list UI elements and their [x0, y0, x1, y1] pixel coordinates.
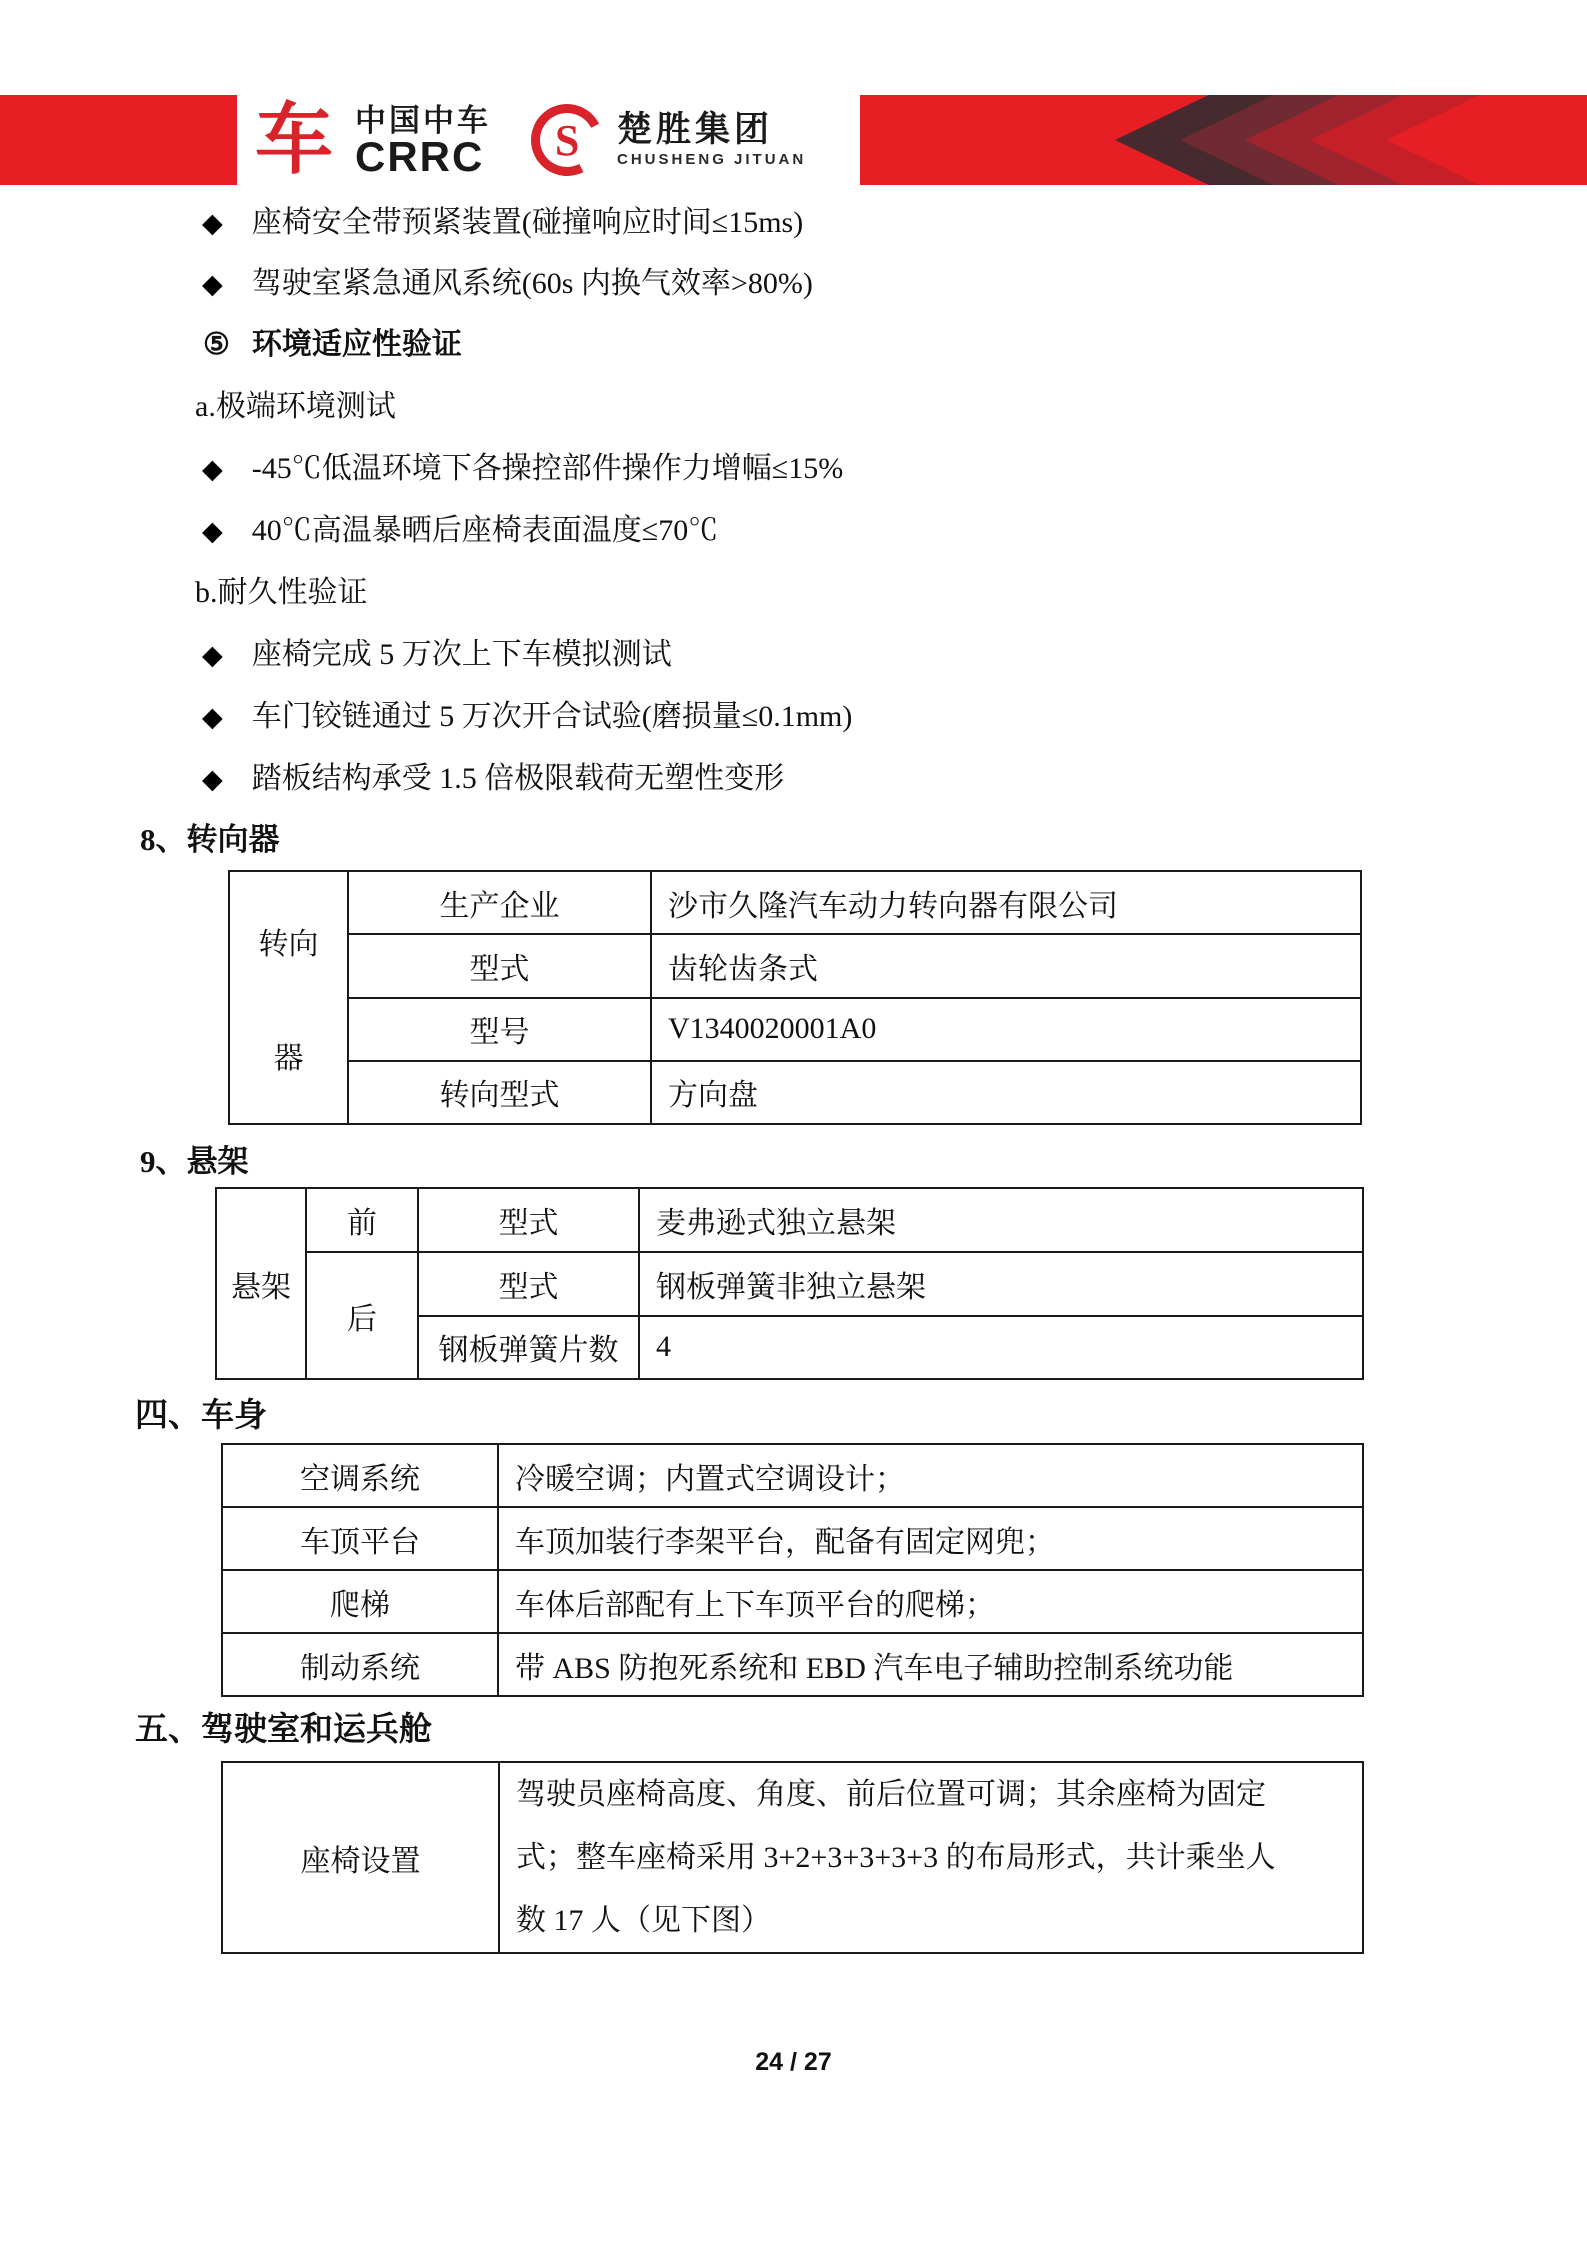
- bullet-item: [202, 696, 852, 738]
- table-row: [222, 1762, 1363, 1953]
- list-item-b: b.耐久性验证: [195, 576, 368, 609]
- page-number: 24 / 27: [755, 2048, 832, 2076]
- chusheng-name-en: CHUSHENG JITUAN: [617, 151, 807, 168]
- table-row: [229, 998, 1361, 1061]
- table-cell-value: V1340020001A0: [651, 998, 1361, 1061]
- bullet-text: 踏板结构承受 1.5 倍极限载荷无塑性变形: [251, 762, 785, 795]
- table-row: [222, 1570, 1363, 1633]
- circled-number: ⑤: [203, 328, 230, 361]
- table-cell-value: 钢板弹簧非独立悬架: [639, 1252, 1363, 1316]
- bullet-text: 座椅完成 5 万次上下车模拟测试: [251, 638, 672, 671]
- table-cell-label: 车顶平台: [222, 1507, 498, 1570]
- subsection-heading: [203, 324, 462, 366]
- table-cell-label: 生产企业: [348, 871, 651, 934]
- table-cell-value: 方向盘: [651, 1061, 1361, 1124]
- table-row: [216, 1188, 1363, 1252]
- table-cell-label: 转向型式: [348, 1061, 651, 1124]
- diamond-bullet-icon: ◆: [202, 516, 223, 546]
- table-cell-label: 座椅设置: [222, 1762, 499, 1953]
- section-heading-body: 四、车身: [135, 1398, 267, 1434]
- suspension-group-cell: 悬架: [216, 1188, 306, 1379]
- table-cell-value: [499, 1762, 1363, 1953]
- header-red-band-left: [0, 95, 237, 185]
- bullet-text: 40℃高温暴晒后座椅表面温度≤70℃: [251, 514, 719, 547]
- table-cell-label: 爬梯: [222, 1570, 498, 1633]
- bullet-item: [202, 758, 784, 800]
- diamond-bullet-icon: ◆: [202, 640, 223, 670]
- crrc-logo: [255, 96, 492, 183]
- bullet-text: 车门铰链通过 5 万次开合试验(磨损量≤0.1mm): [251, 700, 853, 733]
- header-red-band-right: [860, 95, 1587, 185]
- list-item-a: a.极端环境测试: [195, 390, 396, 423]
- steering-group-cell: 转向 器: [229, 871, 348, 1124]
- table-row: [222, 1444, 1363, 1507]
- table-cell-label: 型式: [418, 1252, 639, 1316]
- bullet-item: [202, 634, 672, 676]
- table-row: [229, 1061, 1361, 1124]
- table-row: [216, 1252, 1363, 1316]
- diamond-bullet-icon: ◆: [202, 454, 223, 484]
- table-cell-value: 带 ABS 防抱死系统和 EBD 汽车电子辅助控制系统功能: [498, 1633, 1363, 1696]
- diamond-bullet-icon: ◆: [202, 269, 223, 299]
- table-row: [222, 1507, 1363, 1570]
- table-cell-value: 齿轮齿条式: [651, 934, 1361, 997]
- diamond-bullet-icon: ◆: [202, 764, 223, 794]
- cabin-value-line: 数 17 人（见下图）: [516, 1904, 771, 1937]
- steering-table: [228, 870, 1362, 1125]
- table-cell-value: 车顶加装行李架平台，配备有固定网兜；: [498, 1507, 1363, 1570]
- table-cell-value: 麦弗逊式独立悬架: [639, 1188, 1363, 1252]
- diamond-bullet-icon: ◆: [202, 208, 223, 238]
- bullet-text: -45℃低温环境下各操控部件操作力增幅≤15%: [251, 452, 844, 485]
- table-row: [222, 1633, 1363, 1696]
- table-cell-label: 空调系统: [222, 1444, 498, 1507]
- bullet-text: 座椅安全带预紧装置(碰撞响应时间≤15ms): [251, 206, 804, 239]
- cabin-value-line: 驾驶员座椅高度、角度、前后位置可调；其余座椅为固定: [516, 1778, 1266, 1811]
- section-heading-steering: 8、转向器: [140, 822, 280, 857]
- section-heading-cabin: 五、驾驶室和运兵舱: [135, 1712, 432, 1748]
- table-row: [229, 934, 1361, 997]
- crrc-name-cn: 中国中车: [355, 102, 492, 138]
- front-label-cell: 前: [306, 1188, 418, 1252]
- table-cell-label: 钢板弹簧片数: [418, 1316, 639, 1380]
- chusheng-logo: [531, 104, 806, 176]
- body-table: [221, 1443, 1364, 1697]
- table-cell-label: 型式: [418, 1188, 639, 1252]
- cabin-table: [221, 1761, 1364, 1954]
- crrc-emblem-icon: 车: [255, 96, 334, 183]
- chusheng-logo-text: [617, 110, 806, 170]
- diamond-bullet-icon: ◆: [202, 702, 223, 732]
- table-cell-value: 沙市久隆汽车动力转向器有限公司: [651, 871, 1361, 934]
- suspension-table: [215, 1187, 1364, 1380]
- chusheng-emblem-icon: S: [522, 95, 613, 186]
- section-heading-suspension: 9、悬架: [140, 1144, 249, 1179]
- bullet-item: [202, 202, 803, 244]
- table-cell-value: 4: [639, 1316, 1363, 1380]
- crrc-name-en: CRRC: [355, 132, 485, 180]
- bullet-item: [202, 510, 718, 552]
- crrc-logo-text: [355, 102, 492, 180]
- table-cell-value: 冷暖空调；内置式空调设计；: [498, 1444, 1363, 1507]
- subsection-title: 环境适应性验证: [251, 328, 462, 361]
- table-row: [229, 871, 1361, 934]
- bullet-text: 驾驶室紧急通风系统(60s 内换气效率>80%): [251, 267, 813, 300]
- header-logos: [237, 95, 860, 185]
- chusheng-name-cn: 楚胜集团: [617, 110, 774, 149]
- bullet-item: [202, 448, 843, 490]
- table-cell-label: 型号: [348, 998, 651, 1061]
- table-cell-label: 制动系统: [222, 1633, 498, 1696]
- cabin-value-line: 式；整车座椅采用 3+2+3+3+3+3 的布局形式，共计乘坐人: [516, 1841, 1276, 1874]
- table-cell-value: 车体后部配有上下车顶平台的爬梯；: [498, 1570, 1363, 1633]
- table-cell-label: 型式: [348, 934, 651, 997]
- rear-label-cell: 后: [306, 1252, 418, 1379]
- bullet-item: [202, 263, 813, 305]
